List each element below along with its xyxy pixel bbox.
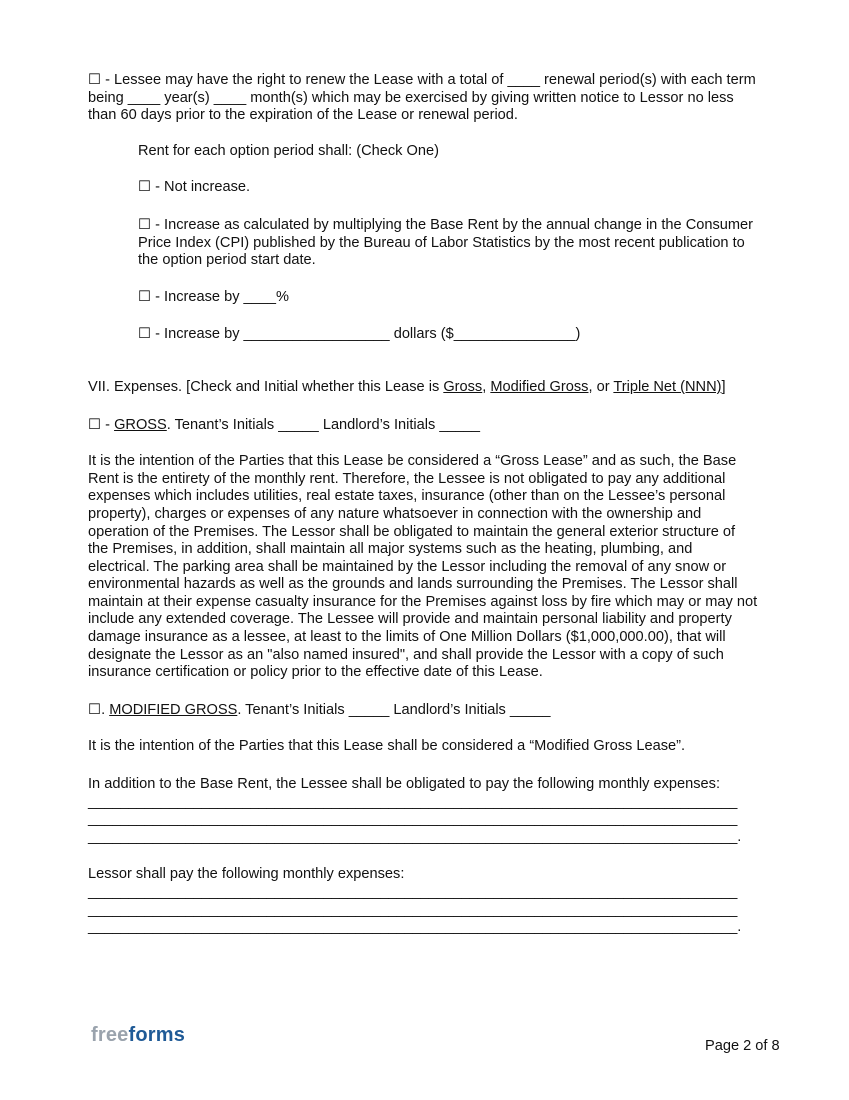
modified-gross-text: Modified Gross — [490, 378, 589, 395]
modified-gross-initials: . Tenant’s Initials _____ Landlord’s Initials _____ — [237, 701, 551, 718]
logo-free-text: free — [91, 1024, 129, 1046]
lessor-expenses-lines: ________________________________________________________________________________ ________________________________________________________________________________ ________________________________________________________________________________. — [88, 884, 742, 936]
freeforms-logo — [91, 1024, 186, 1046]
lessee-expenses-lines: ________________________________________________________________________________ ________________________________________________________________________________ ________________________________________________________________________________. — [88, 793, 742, 845]
option-dollar-increase: ☐ - Increase by __________________ dollars ($_______________) — [138, 326, 581, 343]
lessee-expenses-text: In addition to the Base Rent, the Lessee shall be obligated to pay the following monthly expenses: — [88, 776, 720, 793]
expenses-heading: VII. Expenses. [Check and Initial whether this Lease is Gross, Modified Gross, or Triple Net (NNN)] — [88, 378, 726, 395]
modified-gross-checkbox: ☐. — [88, 701, 110, 718]
gross-checkbox: ☐ - — [88, 416, 115, 433]
lessor-expenses-text: Lessor shall pay the following monthly expenses: — [88, 866, 405, 883]
modified-gross-intent: It is the intention of the Parties that this Lease shall be considered a “Modified Gross Lease”. — [88, 738, 686, 755]
option-percent-increase: ☐ - Increase by ____% — [138, 288, 289, 305]
option-not-increase: ☐ - Not increase. — [138, 179, 251, 196]
modified-gross-label: MODIFIED GROSS — [109, 701, 238, 718]
document-page — [88, 72, 758, 937]
gross-option-line — [88, 417, 758, 435]
logo-forms-text: forms — [128, 1024, 186, 1046]
rent-option-heading: Rent for each option period shall: (Check One) — [138, 142, 439, 159]
modified-gross-option-line — [88, 702, 758, 720]
gross-body: It is the intention of the Parties that this Lease be considered a “Gross Lease” and as such, the Base Rent is the entirety of the monthly rent. Therefore, the Lessee is not obligated to pay any additional expenses which includes utilities, real estate taxes, insurance (other than on the Lessee’s personal property), charges or expenses of any nature whatsoever in connection with the ownership and operation of the Premises. The Lessor shall be obligated to maintain the general exterior structure of the Premises, in addition, shall maintain all major systems such as the heating, plumbing, and electrical. The parking area shall be maintained by the Lessor including the removal of any snow or environmental hazards as well as the grounds and lands surrounding the Premises. The Lessor shall maintain at their expense casualty insurance for the Premises against loss by fire which may or may not include any extended coverage. The Lessee will provide and maintain personal liability and property damage insurance as a lessee, at least to the limits of One Million Dollars ($1,000,000.00), that will designate the Lessor as an "also named insured", and shall provide the Lessor with a copy of such insurance certification or policy prior to the effective date of this Lease. — [88, 453, 758, 681]
renewal-clause: ☐ - Lessee may have the right to renew the Lease with a total of ____ renewal period(s) with each term being ____ year(s) ____ month(s) which may be exercised by giving written notice to Lessor no less than 60 days prior to the expiration of the Lease or renewal period. — [88, 72, 756, 124]
gross-initials: . Tenant’s Initials _____ Landlord’s Initials _____ — [166, 416, 480, 433]
option-cpi-increase: ☐ - Increase as calculated by multiplying the Base Rent by the annual change in the Consumer Price Index (CPI) published by the Bureau of Labor Statistics by the most recent publication to the option period start date. — [138, 216, 754, 269]
gross-label: GROSS — [114, 416, 167, 433]
page-number: Page 2 of 8 — [705, 1038, 780, 1054]
gross-link-text: Gross — [443, 378, 483, 395]
triple-net-text: Triple Net (NNN) — [613, 378, 722, 395]
